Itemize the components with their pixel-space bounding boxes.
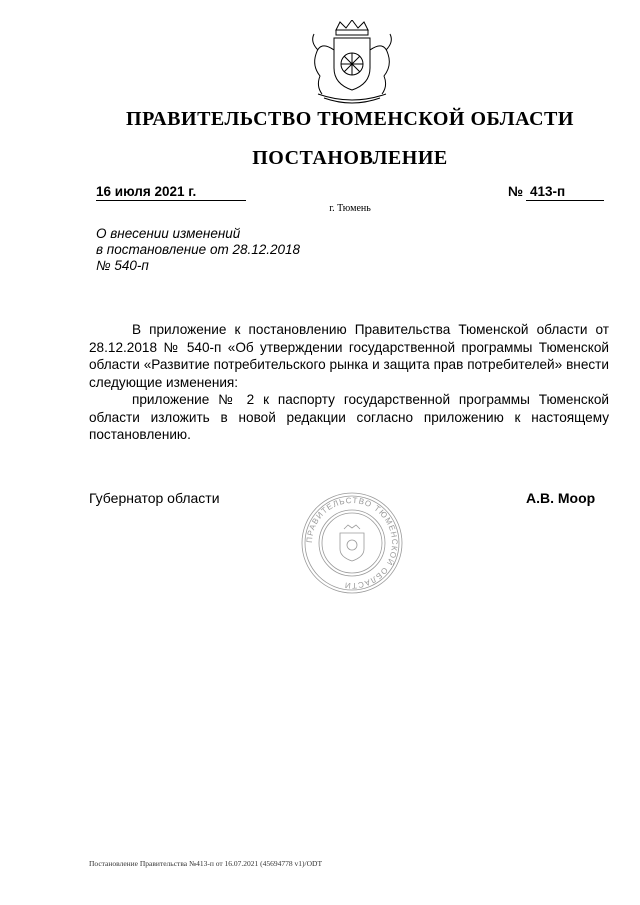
decree-date: 16 июля 2021 г. (96, 184, 246, 201)
document-footer: Постановление Правительства №413-п от 16.07.2021 (45694778 v1)/ODT (89, 859, 323, 868)
document-type-title: ПОСТАНОВЛЕНИЕ (252, 147, 448, 169)
seal-text: ПРАВИТЕЛЬСТВО ТЮМЕНСКОЙ ОБЛАСТИ (304, 495, 400, 591)
subject-line: в постановление от 28.12.2018 (96, 242, 301, 257)
subject-line: О внесении изменений (96, 226, 241, 241)
decree-subject (96, 226, 356, 274)
signatory-name: А.В. Моор (526, 490, 596, 506)
government-title: ПРАВИТЕЛЬСТВО ТЮМЕНСКОЙ ОБЛАСТИ (126, 108, 574, 130)
signatory-role: Губернатор области (89, 490, 220, 506)
official-seal-icon (300, 491, 404, 595)
coat-of-arms-icon (300, 20, 404, 108)
body-paragraph: В приложение к постановлению Правительства Тюменской области от 28.12.2018 № 540-п «Об утверждении государственной программы Тюменской области «Развитие потребительского рынка и защита прав потребителей» внести следующие изменения: (89, 322, 609, 390)
body-paragraph: приложение № 2 к паспорту государственной программы Тюменской области изложить в новой редакции согласно приложению к настоящему постановлению. (89, 392, 609, 442)
city-label: г. Тюмень (329, 203, 371, 214)
subject-line: № 540-п (96, 258, 149, 273)
decree-number: 413-п (526, 184, 604, 201)
number-sign: № (508, 184, 524, 199)
decree-body (89, 321, 609, 444)
